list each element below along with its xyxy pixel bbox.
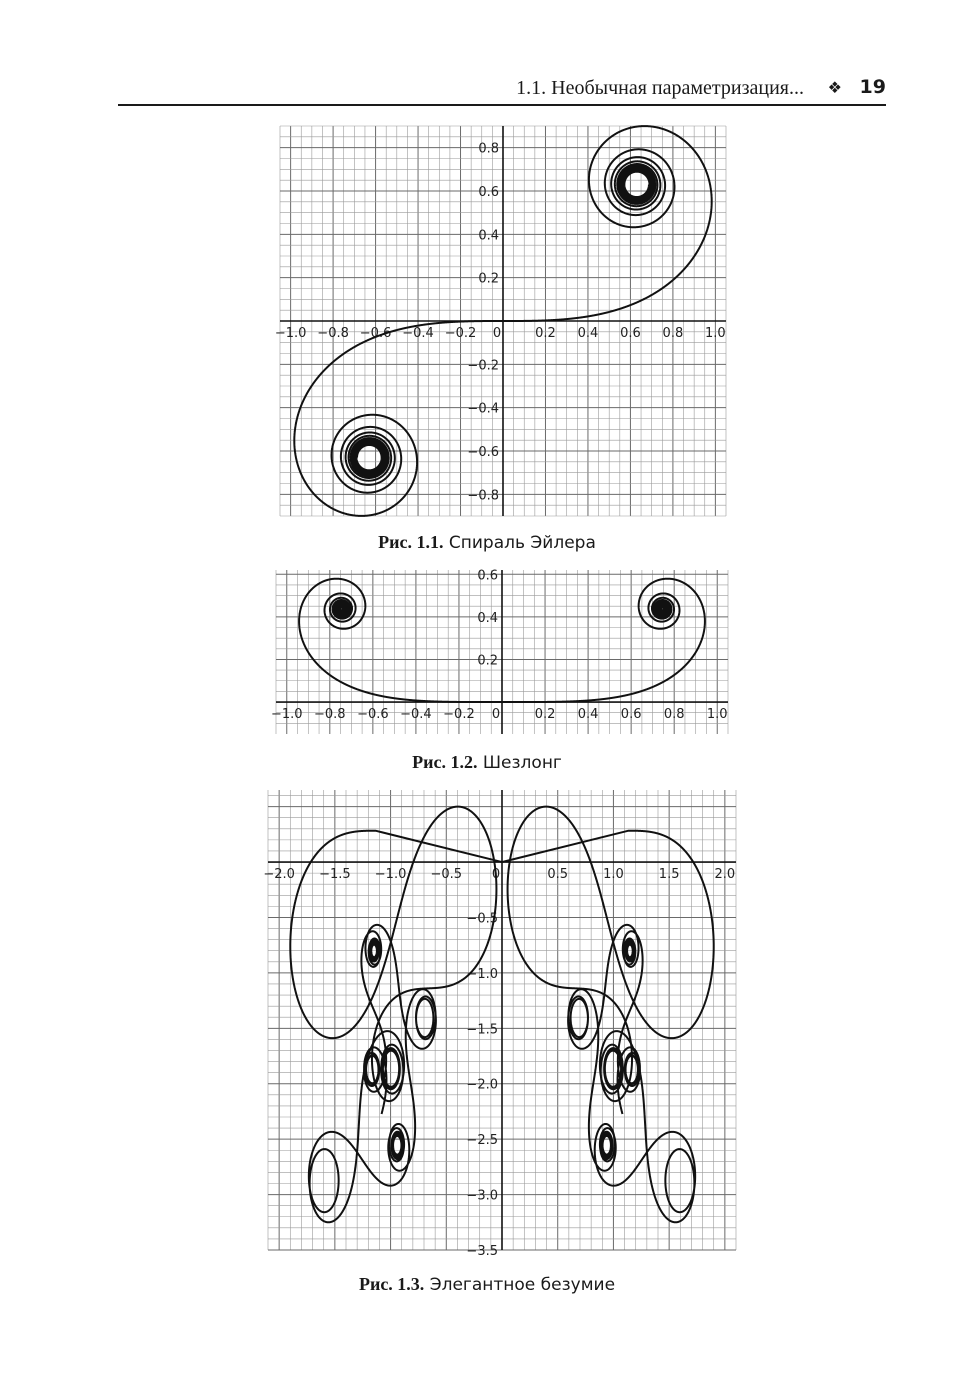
- caption-label: Рис. 1.3.: [358, 1274, 425, 1294]
- x-tick-label: 0.2: [534, 707, 556, 723]
- x-tick-label: −0.8: [314, 707, 346, 723]
- x-tick-label: −0.4: [400, 707, 432, 723]
- x-tick-label: 0.6: [620, 707, 642, 723]
- caption-title: Шезлонг: [482, 753, 562, 773]
- x-tick-label: −2.0: [263, 867, 295, 883]
- x-tick-label: 1.0: [705, 326, 726, 341]
- x-tick-label: 0.8: [663, 707, 685, 723]
- x-tick-label: 0.6: [620, 326, 641, 341]
- x-tick-label: −1.5: [319, 867, 351, 883]
- x-tick-label: −0.5: [430, 867, 463, 883]
- y-tick-label: 0.6: [478, 185, 499, 200]
- x-tick-label: 1.0: [603, 867, 624, 883]
- y-tick-label: −0.6: [467, 445, 499, 460]
- y-tick-label: 0.4: [478, 228, 499, 244]
- x-tick-label: −0.6: [359, 326, 392, 341]
- x-tick-label: −0.4: [402, 326, 434, 341]
- figure-caption-3: [0, 1274, 974, 1295]
- x-tick-label: 0: [492, 326, 502, 341]
- figure-euler-spiral: [274, 126, 726, 516]
- x-tick-label: 2.0: [714, 867, 736, 883]
- x-tick-label: 1.0: [706, 707, 728, 723]
- x-tick-label: 0.8: [662, 326, 684, 341]
- x-tick-label: −1.0: [270, 707, 303, 723]
- y-tick-label: −3.5: [466, 1244, 498, 1259]
- x-tick-label: 1.5: [658, 867, 680, 883]
- page-number: 19: [859, 76, 886, 98]
- caption-title: Элегантное безумие: [429, 1275, 616, 1295]
- y-tick-label: −2.5: [466, 1133, 498, 1149]
- x-tick-label: −1.0: [274, 326, 307, 341]
- y-tick-label: 0.2: [478, 271, 499, 287]
- diamond-icon: ❖: [827, 78, 842, 97]
- x-tick-label: 0.4: [577, 707, 599, 723]
- y-tick-label: −0.4: [467, 401, 499, 417]
- y-tick-label: −1.0: [466, 966, 498, 982]
- x-tick-label: 0.4: [577, 326, 599, 341]
- tick-labels: [271, 568, 728, 722]
- x-tick-label: 0.5: [547, 867, 569, 883]
- running-title: 1.1. Необычная параметризация...: [516, 77, 804, 99]
- y-tick-label: −0.8: [467, 488, 499, 504]
- x-tick-label: −0.2: [443, 707, 475, 723]
- figure-elegant-madness: [263, 790, 736, 1259]
- running-header: [118, 74, 886, 106]
- x-tick-label: −1.0: [374, 867, 407, 883]
- y-tick-label: −1.5: [466, 1022, 498, 1038]
- caption-title: Спираль Эйлера: [448, 533, 596, 553]
- caption-label: Рис. 1.2.: [412, 752, 478, 772]
- figure-caption-1: [0, 532, 974, 553]
- tick-labels: [263, 867, 735, 1259]
- y-tick-label: −0.2: [467, 358, 499, 374]
- y-tick-label: 0.4: [477, 610, 498, 626]
- y-tick-label: −2.0: [466, 1077, 498, 1093]
- y-tick-label: −3.0: [466, 1188, 498, 1204]
- x-tick-label: 0: [491, 867, 501, 883]
- y-tick-label: 0.2: [477, 653, 498, 669]
- figure-chaise-longue: [270, 568, 728, 734]
- x-tick-label: −0.2: [444, 326, 477, 341]
- x-tick-label: 0.2: [535, 326, 556, 341]
- x-tick-label: 0: [491, 707, 501, 723]
- figure-caption-2: [0, 752, 974, 773]
- y-tick-label: −0.5: [466, 911, 498, 927]
- caption-label: Рис. 1.1.: [378, 532, 444, 552]
- x-tick-label: −0.8: [317, 326, 349, 341]
- x-tick-label: −0.6: [357, 707, 389, 723]
- y-tick-label: 0.6: [477, 568, 498, 584]
- y-tick-label: 0.8: [478, 141, 499, 157]
